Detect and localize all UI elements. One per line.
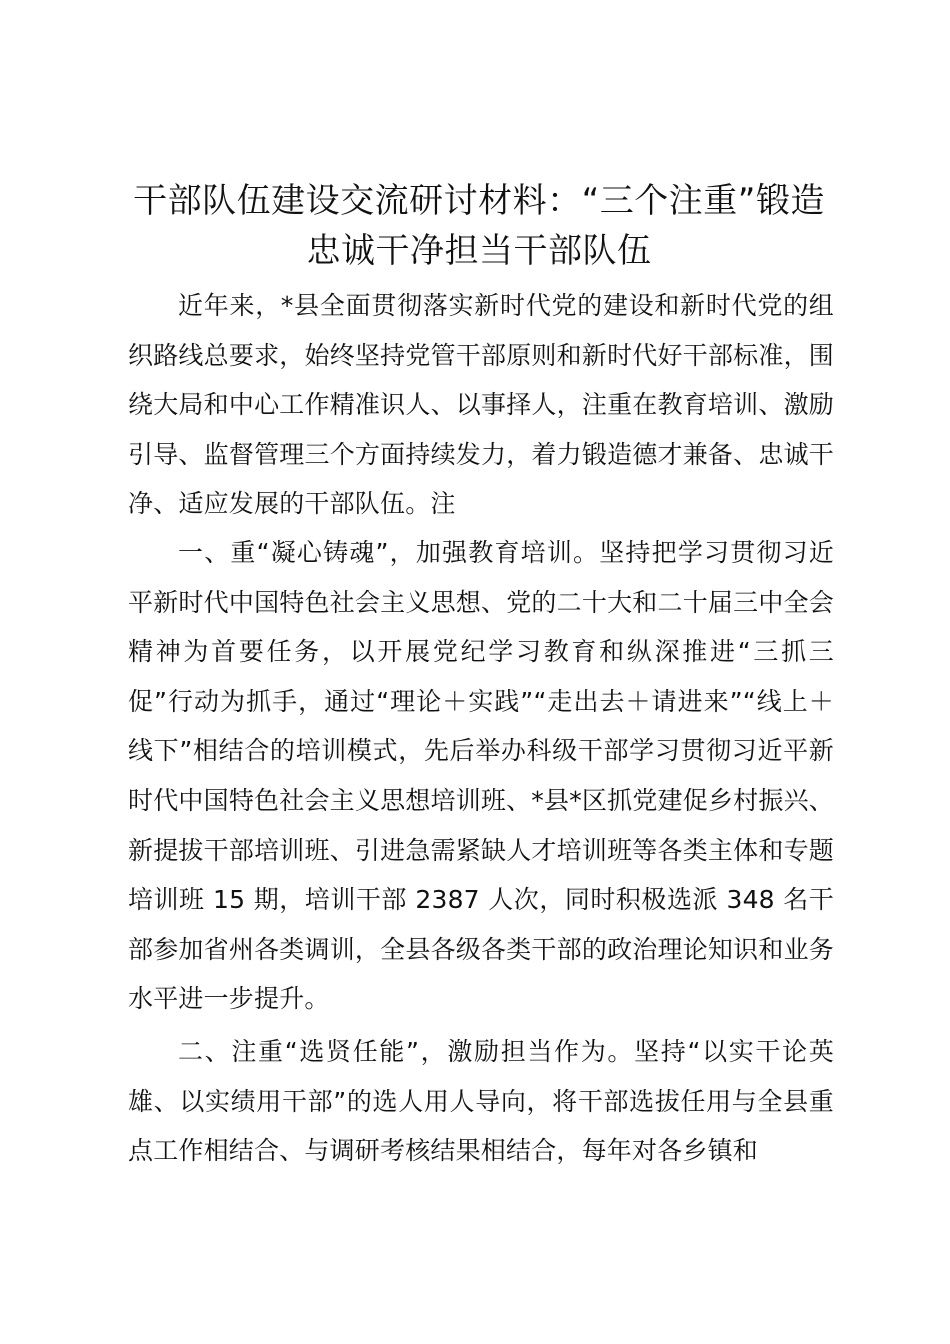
section-2-text: 坚持“以实干论英雄、以实绩用干部”的选人用人导向，将干部选拔任用与全县重点工作相结合、与调研考核结果相结合，每年对各乡镇和 [128, 1037, 834, 1166]
paragraph-section-2 [128, 1027, 834, 1176]
paragraph-section-1 [128, 528, 834, 1024]
paragraph-intro-text: 近年来，*县全面贯彻落实新时代党的建设和新时代党的组织路线总要求，始终坚持党管干部原则和新时代好干部标准，围绕大局和中心工作精准识人、以事择人，注重在教育培训、激励引导、监督管理三个方面持续发力，着力锻造德才兼备、忠诚干净、适应发展的干部队伍。注 [128, 291, 834, 519]
document-title: 干部队伍建设交流研讨材料：“三个注重”锻造忠诚干净担当干部队伍 [133, 181, 825, 271]
section-1-heading: 一、重“凝心铸魂”，加强教育培训。 [178, 538, 600, 567]
section-2-heading: 二、注重“选贤任能”，激励担当作为。 [178, 1037, 635, 1066]
section-1-text: 坚持把学习贯彻习近平新时代中国特色社会主义思想、党的二十大和二十届三中全会精神为首要任务，以开展党纪学习教育和纵深推进“三抓三促”行动为抓手，通过“理论＋实践”“走出去＋请进来”“线上＋线下”相结合的培训模式，先后举办科级干部学习贯彻习近平新时代中国特色社会主义思想培训班、*县*区抓党建促乡村振兴、新提拔干部培训班、引进急需紧缺人才培训班等各类主体和专题培训班 15 期，培训干部 2387 人次，同时积极选派 348 名干部参加省州各类调训，全县各级各类干部的政治理论知识和业务水平进一步提升。 [128, 538, 834, 1014]
paragraph-intro [128, 281, 834, 529]
